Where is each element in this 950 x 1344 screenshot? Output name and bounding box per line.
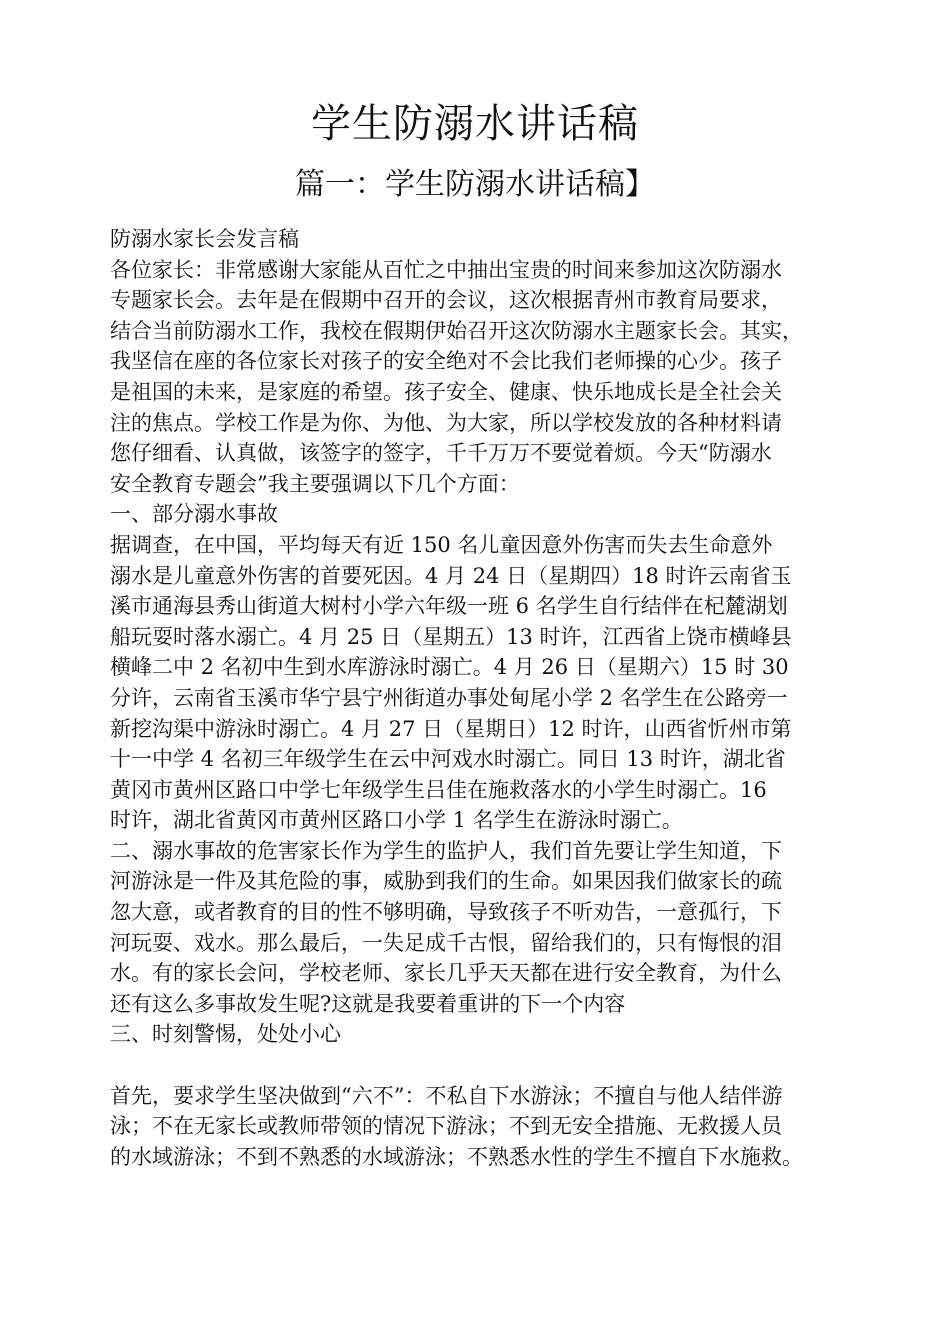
body-line: 专题家长会。去年是在假期中召开的会议，这次根据青州市教育局要求，	[110, 288, 782, 313]
section-heading: 二、溺水事故的危害家长作为学生的监护人，我们首先要让学生知道，下	[110, 838, 782, 863]
body-line: 是祖国的未来，是家庭的希望。孩子安全、健康、快乐地成长是全社会关	[110, 379, 782, 404]
body-line: 安全教育专题会”我主要强调以下几个方面：	[110, 471, 520, 496]
body-line: 溺水是儿童意外伤害的首要死因。4 月 24 日（星期四）18 时许云南省玉	[110, 563, 792, 588]
body-line: 还有这么多事故发生呢?这就是我要着重讲的下一个内容	[110, 991, 626, 1016]
body-line: 的水域游泳；不到不熟悉的水域游泳；不熟悉水性的学生不擅自下水施救。	[110, 1144, 803, 1169]
section-heading: 三、时刻警惕，处处小心	[110, 1022, 341, 1047]
body-line: 船玩耍时落水溺亡。4 月 25 日（星期五）13 时许，江西省上饶市横峰县	[110, 624, 792, 649]
body-line: 黄冈市黄州区路口中学七年级学生吕佳在施救落水的小学生时溺亡。16	[110, 777, 767, 802]
body-line: 忽大意，或者教育的目的性不够明确，导致孩子不听劝告，一意孤行，下	[110, 900, 782, 925]
body-line: 横峰二中 2 名初中生到水库游泳时溺亡。4 月 26 日（星期六）15 时 30	[110, 655, 789, 680]
body-line: 溪市通海县秀山街道大树村小学六年级一班 6 名学生自行结伴在杞麓湖划	[110, 594, 788, 619]
body-line: 您仔细看、认真做，该签字的签字，千千万万不要觉着烦。今天“防溺水	[110, 441, 772, 466]
document-body	[110, 224, 900, 1172]
body-line: 首先，要求学生坚决做到“六不”：不私自下水游泳；不擅自与他人结伴游	[110, 1083, 783, 1108]
document-title: 学生防溺水讲话稿	[311, 101, 639, 147]
body-line: 河玩耍、戏水。那么最后，一失足成千古恨，留给我们的，只有悔恨的泪	[110, 930, 782, 955]
body-line: 水。有的家长会问，学校老师、家长几乎天天都在进行安全教育，为什么	[110, 961, 782, 986]
body-line: 河游泳是一件及其危险的事，威胁到我们的生命。如果因我们做家长的疏	[110, 869, 782, 894]
body-line: 据调查，在中国，平均每天有近 150 名儿童因意外伤害而失去生命意外	[110, 532, 773, 557]
body-line: 十一中学 4 名初三年级学生在云中河戏水时溺亡。同日 13 时许，湖北省	[110, 747, 786, 772]
body-line: 时许，湖北省黄冈市黄州区路口小学 1 名学生在游泳时溺亡。	[110, 808, 683, 833]
document-subtitle: 篇一：学生防溺水讲话稿】	[295, 167, 655, 202]
paragraph-gap	[110, 1050, 900, 1081]
body-line: 结合当前防溺水工作，我校在假期伊始召开这次防溺水主题家长会。其实，	[110, 318, 803, 343]
body-line: 各位家长：非常感谢大家能从百忙之中抽出宝贵的时间来参加这次防溺水	[110, 257, 782, 282]
body-line: 防溺水家长会发言稿	[110, 227, 299, 251]
section-heading: 一、部分溺水事故	[110, 502, 278, 527]
body-line: 新挖沟渠中游泳时溺亡。4 月 27 日（星期日）12 时许，山西省忻州市第	[110, 716, 792, 741]
body-line: 注的焦点。学校工作是为你、为他、为大家，所以学校发放的各种材料请	[110, 410, 782, 435]
body-line: 分许，云南省玉溪市华宁县宁州街道办事处甸尾小学 2 名学生在公路旁一	[110, 685, 788, 710]
body-line: 泳；不在无家长或教师带领的情况下游泳；不到无安全措施、无救援人员	[110, 1114, 782, 1139]
body-line: 我坚信在座的各位家长对孩子的安全绝对不会比我们老师操的心少。孩子	[110, 349, 782, 374]
